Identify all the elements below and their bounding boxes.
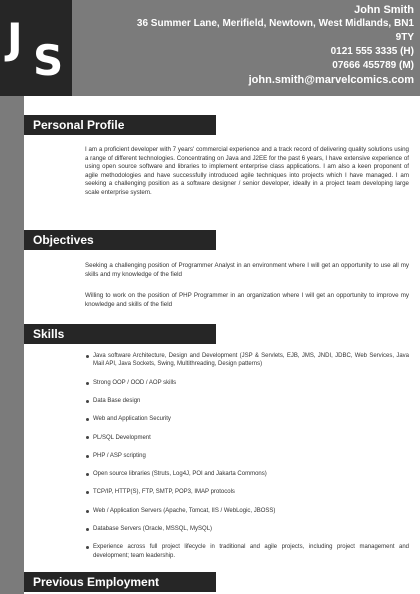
skill-item: PL/SQL Development bbox=[85, 434, 409, 442]
skill-item: PHP / ASP scripting bbox=[85, 452, 409, 460]
monogram-logo bbox=[0, 0, 72, 96]
skill-item: Open source libraries (Struts, Log4J, POI and Jakarta Commons) bbox=[85, 470, 409, 478]
section-heading-skills: Skills bbox=[24, 324, 216, 344]
skill-item: Java software Architecture, Design and Development (JSP & Servlets, EJB, JMS, JNDI, JDBC, Web Services, Java Mail API, Java Sockets, Swing, Multithreading, Design patterns) bbox=[85, 352, 409, 369]
home-phone: 0121 555 3335 (H) bbox=[330, 46, 414, 57]
address-line-2: 9TY bbox=[395, 32, 414, 43]
section-heading-objectives: Objectives bbox=[24, 230, 216, 250]
contact-block bbox=[84, 3, 414, 88]
email-address[interactable]: john.smith@marvelcomics.com bbox=[248, 74, 414, 86]
section-heading-profile: Personal Profile bbox=[24, 115, 216, 135]
skill-item: Web and Application Security bbox=[85, 415, 409, 423]
profile-paragraph: I am a proficient developer with 7 years' commercial experience and a track record of delivering quality solutions using a range of different technologies. Concentrating on Java and J2EE for the past 6 years, I have extensive experience of using open source software and libraries to implement enterprise class applications. I am also a keen proponent of agile methodologies and have successfully introduced agile techniques into projects which I have managed. I am seeking a challenging position as a software designer / senior developer, ideally in a project team developing large scale enterprise system. bbox=[85, 146, 409, 196]
skill-item: Web / Application Servers (Apache, Tomcat, IIS / WebLogic, JBOSS) bbox=[85, 507, 409, 515]
mobile-phone: 07666 455789 (M) bbox=[332, 60, 414, 71]
logo-letter-s: S bbox=[33, 36, 64, 85]
skill-item: Strong OOP / OOD / AOP skills bbox=[85, 379, 409, 387]
skill-item: Data Base design bbox=[85, 397, 409, 405]
header-band bbox=[0, 0, 420, 96]
skill-item: Experience across full project lifecycle in traditional and agile projects, including project management and development; team leadership. bbox=[85, 543, 409, 560]
candidate-name: John Smith bbox=[354, 4, 414, 16]
logo-letter-j: J bbox=[7, 14, 23, 63]
address-line-1: 36 Summer Lane, Merifield, Newtown, West Midlands, BN1 bbox=[136, 18, 414, 29]
side-strip bbox=[0, 96, 24, 594]
skills-list bbox=[85, 352, 409, 570]
skill-item: TCP/IP, HTTP(S), FTP, SMTP, POP3, IMAP protocols bbox=[85, 488, 409, 496]
section-heading-employment: Previous Employment bbox=[24, 572, 216, 592]
skill-item: Database Servers (Oracle, MSSQL, MySQL) bbox=[85, 525, 409, 533]
objective-paragraph-2: Willing to work on the position of PHP Programmer in an organization where I will get an opportunity to improve my knowledge and skills of the field bbox=[85, 292, 409, 308]
objective-paragraph-1: Seeking a challenging position of Programmer Analyst in an environment where I will get an opportunity to use all my skills and my knowledge of the field bbox=[85, 262, 409, 278]
